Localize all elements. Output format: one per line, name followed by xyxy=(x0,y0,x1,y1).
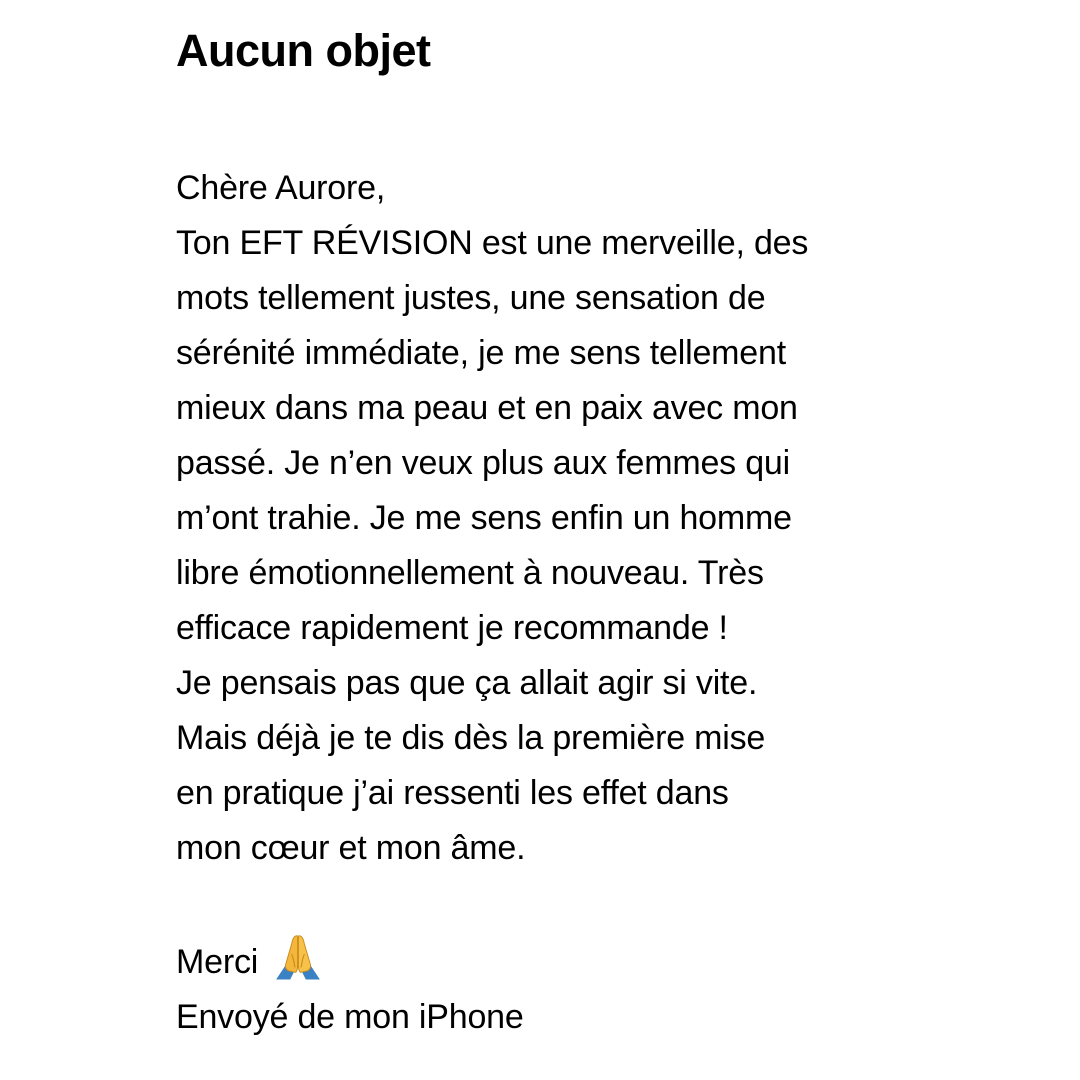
email-signature: Envoyé de mon iPhone xyxy=(176,998,524,1036)
body-line: mon cœur et mon âme. xyxy=(176,829,526,867)
paragraph-spacer xyxy=(176,876,936,931)
body-line: Mais déjà je te dis dès la première mise xyxy=(176,719,766,757)
folded-hands-emoji-icon xyxy=(273,931,323,981)
email-body xyxy=(176,161,936,1045)
closing-line xyxy=(176,931,936,990)
body-line: Ton EFT RÉVISION est une merveille, des xyxy=(176,224,809,262)
body-line: en pratique j’ai ressenti les effet dans xyxy=(176,774,729,812)
body-line: sérénité immédiate, je me sens tellement xyxy=(176,334,786,372)
email-subject: Aucun objet xyxy=(176,25,431,76)
body-line: efficace rapidement je recommande ! xyxy=(176,609,728,647)
body-line: Je pensais pas que ça allait agir si vite. xyxy=(176,664,758,702)
body-line: libre émotionnellement à nouveau. Très xyxy=(176,554,764,592)
body-line: mots tellement justes, une sensation de xyxy=(176,279,766,317)
body-line: mieux dans ma peau et en paix avec mon xyxy=(176,389,798,427)
closing-text: Merci xyxy=(176,943,259,981)
body-line: m’ont trahie. Je me sens enfin un homme xyxy=(176,499,792,537)
body-line: passé. Je n’en veux plus aux femmes qui xyxy=(176,444,790,482)
email-message xyxy=(176,24,936,1045)
email-greeting: Chère Aurore, xyxy=(176,169,386,207)
